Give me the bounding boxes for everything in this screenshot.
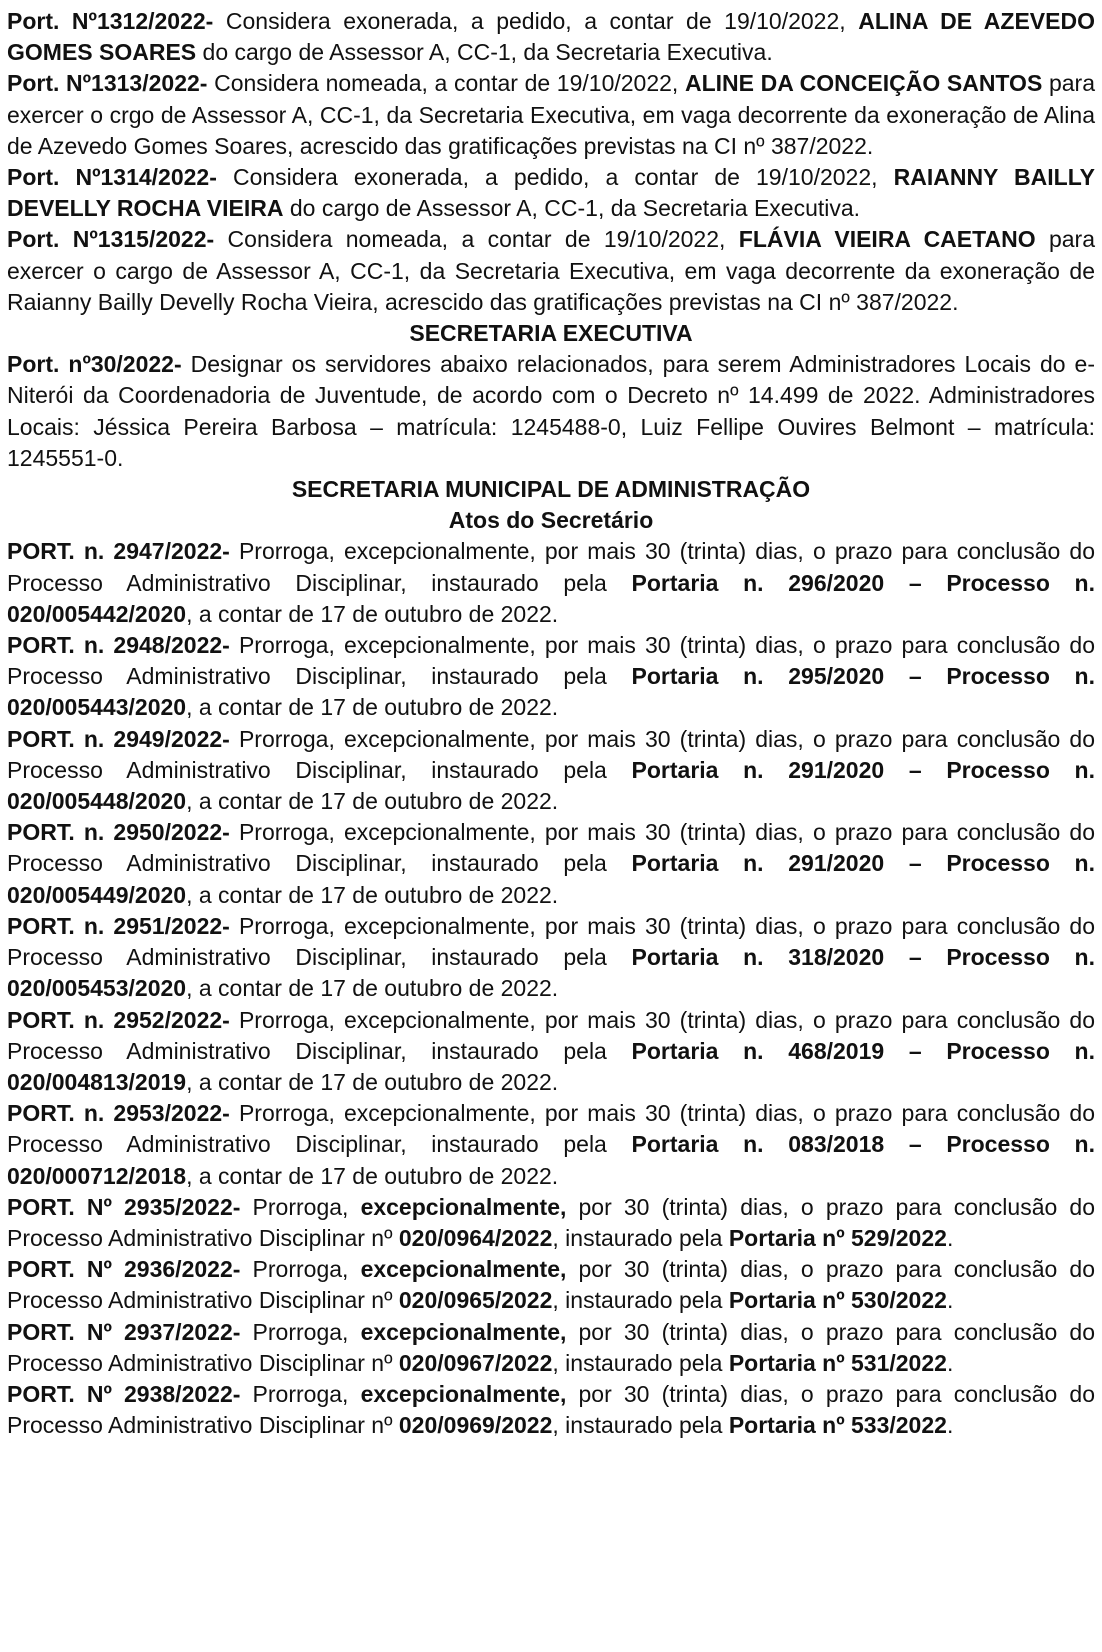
person-name: RAIANNY BAILLY DEVELLY ROCHA VIEIRA	[7, 164, 1095, 222]
portaria-number: Port. Nº1313/2022-	[7, 70, 208, 97]
portaria-text: .	[946, 1412, 954, 1439]
portaria-number: PORT. Nº 2935/2022-	[7, 1193, 241, 1220]
process-number: 020/0967/2022	[398, 1349, 553, 1376]
portaria-reference: Portaria n. 318/2020 – Processo n. 020/005453/2020	[7, 944, 1095, 1002]
portaria-number: PORT. Nº 2937/2022-	[7, 1318, 241, 1345]
portaria-text: Prorroga,	[240, 1380, 361, 1407]
emphasis-text: excepcionalmente,	[360, 1193, 567, 1220]
portaria-paragraph	[7, 1254, 1095, 1316]
portaria-paragraph	[7, 536, 1095, 630]
portaria-text: Prorroga, excepcionalmente, por mais 30 (trinta) dias, o prazo para conclusão do Processo Administrativo Disciplinar, instaurado pela	[7, 538, 1095, 596]
portaria-paragraph	[7, 817, 1095, 911]
subsection-heading: Atos do Secretário	[448, 507, 654, 534]
portaria-text: Prorroga,	[240, 1318, 361, 1345]
person-name: ALINE DA CONCEIÇÃO SANTOS	[684, 70, 1043, 97]
portaria-text: Prorroga, excepcionalmente, por mais 30 (trinta) dias, o prazo para conclusão do Processo Administrativo Disciplinar, instaurado pela	[7, 632, 1095, 690]
portaria-paragraph	[7, 1192, 1095, 1254]
portaria-number: Port. Nº1312/2022-	[7, 8, 214, 34]
portaria-text: Prorroga, excepcionalmente, por mais 30 (trinta) dias, o prazo para conclusão do Processo Administrativo Disciplinar, instaurado pela	[7, 912, 1095, 971]
portaria-text: .	[946, 1287, 954, 1314]
section-heading: SECRETARIA EXECUTIVA	[409, 320, 693, 347]
portaria-reference: Portaria n. 291/2020 – Processo n. 020/005448/2020	[7, 756, 1095, 815]
process-number: 020/0969/2022	[398, 1412, 553, 1439]
portaria-number: PORT. n. 2951/2022-	[7, 912, 230, 939]
emphasis-text: excepcionalmente,	[360, 1380, 567, 1407]
portaria-text: , instaurado pela	[552, 1287, 729, 1314]
portaria-paragraph	[7, 349, 1095, 474]
portaria-text: .	[946, 1349, 954, 1376]
portaria-text: Considera exonerada, a pedido, a contar de 19/10/2022,	[213, 8, 859, 34]
portaria-paragraph	[7, 724, 1095, 818]
portaria-text: , instaurado pela	[552, 1349, 729, 1376]
portaria-text: , a contar de 17 de outubro de 2022.	[186, 694, 559, 721]
portaria-text: .	[946, 1224, 954, 1251]
emphasis-text: excepcionalmente,	[360, 1256, 567, 1283]
portaria-text: por 30 (trinta) dias, o prazo para conclusão do Processo Administrativo Disciplinar nº	[7, 1380, 1095, 1439]
portaria-text: Considera nomeada, a contar de 19/10/2022,	[207, 70, 685, 97]
portaria-text: por 30 (trinta) dias, o prazo para conclusão do Processo Administrativo Disciplinar nº	[7, 1318, 1095, 1376]
portaria-number: PORT. n. 2953/2022-	[7, 1100, 230, 1127]
portaria-paragraph	[7, 68, 1095, 162]
portaria-text: , a contar de 17 de outubro de 2022.	[186, 1068, 559, 1095]
portaria-number: Port. Nº1314/2022-	[7, 164, 217, 191]
process-number: 020/0964/2022	[398, 1224, 553, 1251]
portaria-number: PORT. n. 2952/2022-	[7, 1006, 230, 1033]
portaria-number: PORT. Nº 2936/2022-	[7, 1256, 241, 1283]
portaria-text: Prorroga,	[240, 1193, 361, 1220]
section-heading: SECRETARIA MUNICIPAL DE ADMINISTRAÇÃO	[291, 476, 811, 503]
portaria-text: para exercer o cargo de Assessor A, CC-1, da Secretaria Executiva, em vaga decorrente da exoneração de Raianny Bailly Develly Rocha Vieira, acrescido das gratificações previstas na CI nº 387/2022.	[7, 226, 1096, 315]
portaria-number: PORT. n. 2948/2022-	[7, 632, 230, 659]
portaria-text: Prorroga, excepcionalmente, por mais 30 (trinta) dias, o prazo para conclusão do Processo Administrativo Disciplinar, instaurado pela	[7, 725, 1095, 783]
portaria-number: PORT. Nº 2938/2022-	[7, 1380, 241, 1407]
portaria-paragraph	[7, 1379, 1095, 1441]
portaria-text: Prorroga, excepcionalmente, por mais 30 (trinta) dias, o prazo para conclusão do Processo Administrativo Disciplinar, instaurado pela	[7, 1006, 1095, 1064]
portaria-text: para exercer o crgo de Assessor A, CC-1, da Secretaria Executiva, em vaga decorrente da exoneração de Alina de Azevedo Gomes Soares, acrescido das gratificações previstas na CI nº 387/2022.	[7, 70, 1095, 159]
portaria-reference: Portaria n. 291/2020 – Processo n. 020/005449/2020	[7, 850, 1095, 908]
portaria-reference: Portaria nº 530/2022	[728, 1287, 947, 1314]
portaria-paragraph	[7, 162, 1095, 224]
portaria-text: do cargo de Assessor A, CC-1, da Secretaria Executiva.	[196, 39, 773, 66]
portaria-reference: Portaria n. 468/2019 – Processo n. 020/004813/2019	[7, 1037, 1095, 1095]
person-name: ALINA DE AZEVEDO GOMES SOARES	[7, 8, 1095, 66]
portaria-reference: Portaria nº 531/2022	[728, 1349, 947, 1376]
portaria-paragraph	[7, 6, 1095, 68]
portaria-text: , instaurado pela	[552, 1224, 729, 1251]
portaria-reference: Portaria nº 533/2022	[728, 1412, 947, 1439]
portaria-paragraph	[7, 1317, 1095, 1379]
portaria-paragraph	[7, 1098, 1095, 1192]
portaria-text: , a contar de 17 de outubro de 2022.	[186, 881, 559, 908]
portaria-number: Port. Nº1315/2022-	[7, 226, 215, 253]
portaria-text: , a contar de 17 de outubro de 2022.	[186, 600, 559, 627]
portaria-number: PORT. n. 2947/2022-	[7, 538, 230, 565]
portaria-text: , a contar de 17 de outubro de 2022.	[186, 1162, 559, 1189]
portaria-paragraph	[7, 1005, 1095, 1099]
portaria-text: Prorroga, excepcionalmente, por mais 30 (trinta) dias, o prazo para conclusão do Processo Administrativo Disciplinar, instaurado pela	[7, 819, 1095, 877]
portaria-number: Port. nº30/2022-	[7, 351, 182, 378]
portaria-reference: Portaria nº 529/2022	[728, 1224, 947, 1251]
portaria-paragraph	[7, 630, 1095, 724]
portaria-number: PORT. n. 2950/2022-	[7, 819, 230, 846]
portaria-text: , a contar de 17 de outubro de 2022.	[186, 788, 559, 815]
portaria-reference: Portaria n. 296/2020 – Processo n. 020/005442/2020	[7, 569, 1095, 627]
portaria-text: Designar os servidores abaixo relacionados, para serem Administradores Locais do e-Niterói da Coordenadoria de Juventude, de acordo com o Decreto nº 14.499 de 2022. Administradores Locais: Jéssica Pereira Barbosa – matrícula: 1245488-0, Luiz Fellipe Ouvires Belmont – matrícula: 1245551-0.	[7, 351, 1095, 471]
person-name: FLÁVIA VIEIRA CAETANO	[738, 226, 1036, 253]
portaria-text: Prorroga, excepcionalmente, por mais 30 (trinta) dias, o prazo para conclusão do Processo Administrativo Disciplinar, instaurado pela	[7, 1100, 1095, 1158]
portaria-text: Prorroga,	[240, 1256, 361, 1283]
portaria-reference: Portaria n. 295/2020 – Processo n. 020/005443/2020	[7, 663, 1095, 721]
portaria-paragraph	[7, 911, 1095, 1005]
portaria-text: , instaurado pela	[552, 1412, 729, 1439]
portaria-text: por 30 (trinta) dias, o prazo para conclusão do Processo Administrativo Disciplinar nº	[7, 1193, 1095, 1251]
process-number: 020/0965/2022	[398, 1287, 553, 1314]
portaria-text: do cargo de Assessor A, CC-1, da Secretaria Executiva.	[283, 195, 861, 222]
portaria-text: Considera exonerada, a pedido, a contar de 19/10/2022,	[216, 164, 894, 191]
emphasis-text: excepcionalmente,	[360, 1318, 567, 1345]
portaria-reference: Portaria n. 083/2018 – Processo n. 020/000712/2018	[7, 1131, 1095, 1189]
portaria-number: PORT. n. 2949/2022-	[7, 725, 230, 752]
portaria-text: Considera nomeada, a contar de 19/10/2022,	[214, 226, 739, 253]
portaria-paragraph	[7, 224, 1095, 318]
portaria-text: por 30 (trinta) dias, o prazo para conclusão do Processo Administrativo Disciplinar nº	[7, 1256, 1095, 1314]
portaria-text: , a contar de 17 de outubro de 2022.	[186, 975, 559, 1002]
